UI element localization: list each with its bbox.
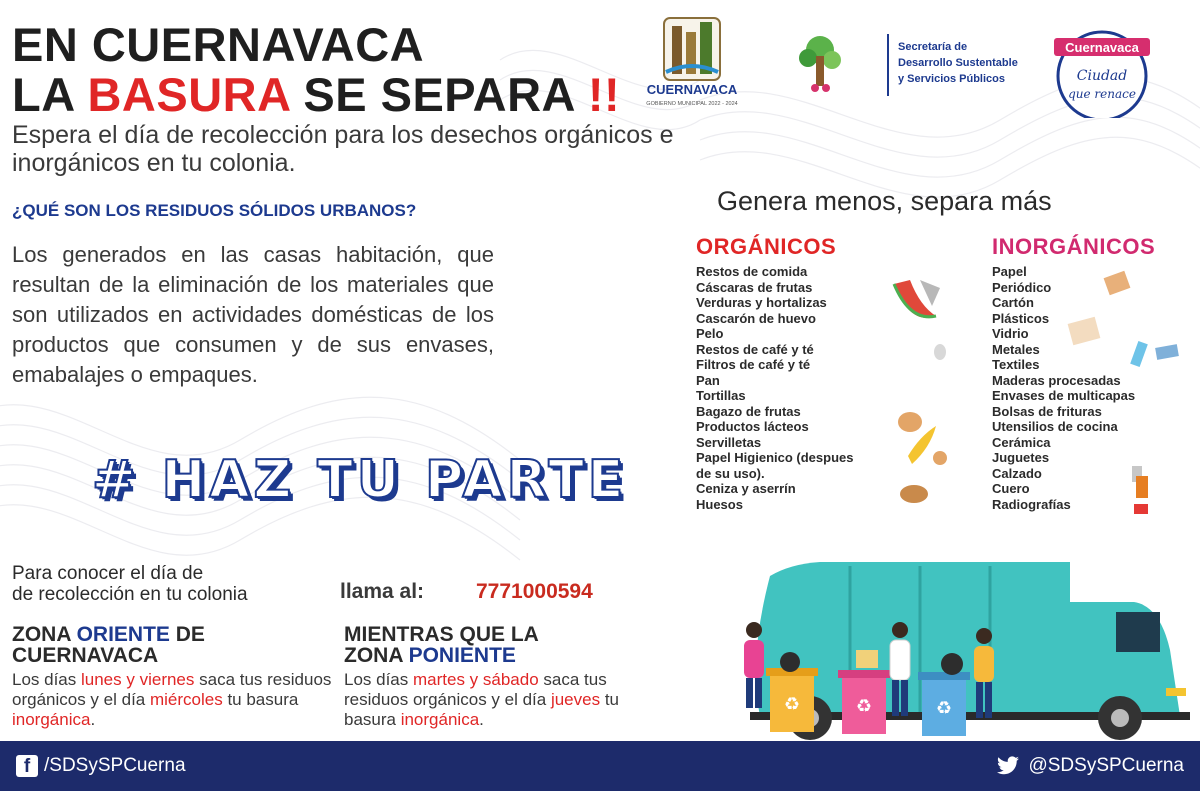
phone-number[interactable]: 7771000594 <box>476 580 593 603</box>
inorganicos-item: Juguetes <box>992 450 1050 465</box>
organicos-item: Verduras y hortalizas <box>696 295 827 310</box>
organicos-item: Restos de comida <box>696 264 808 279</box>
organicos-item: de su uso). <box>696 465 765 481</box>
inorganicos-item: Maderas procesadas <box>992 372 1121 388</box>
cuernavaca-crest-logo <box>646 18 738 107</box>
organicos-item: Pelo <box>696 326 724 341</box>
logos-group <box>640 8 1200 123</box>
contact-text: Para conocer el día de de recolección en tu colonia <box>12 563 248 605</box>
twitter-handle: @SDSySPCuerna <box>1028 755 1184 776</box>
title-line-1: EN CUERNAVACA <box>12 18 425 71</box>
badge-title: Cuernavaca <box>1065 40 1139 55</box>
organicos-item: Pan <box>696 372 720 388</box>
facebook-handle: /SDSySPCuerna <box>44 755 186 776</box>
organicos-item: Bagazo de frutas <box>696 403 801 419</box>
inorganicos-item: Textiles <box>992 357 1040 372</box>
inorganicos-item: Bolsas de frituras <box>992 403 1102 419</box>
pink-recycle-bin <box>838 670 890 734</box>
inorganic-waste-illustration <box>1064 266 1194 526</box>
definition-text: Los generados en las casas habitación, que resultan de la eliminación de los materiales que son utilizados en actividades domésticas de los productos que consumen y de sus envases, emabalajes o empaques. <box>12 242 494 387</box>
inorganicos-item: Plásticos <box>992 310 1050 326</box>
organicos-items <box>696 264 876 512</box>
call-label: llama al: <box>340 580 425 603</box>
secretaria-line-3: y Servicios Públicos <box>898 73 1005 85</box>
zone-poniente <box>344 624 664 730</box>
egg-shell-icon <box>898 412 922 432</box>
zone-poniente-description: Los días martes y sábado saca tus residuos orgánicos y el día jueves tu basura inorgánica. <box>344 670 619 729</box>
organicos-item: Productos lácteos <box>696 419 809 434</box>
svg-text:♻: ♻ <box>855 696 873 716</box>
inorganicos-item: Cartón <box>992 295 1034 310</box>
hashtag-haz-tu-parte: # HAZ TU PARTE <box>92 450 628 510</box>
organicos-item: Ceniza y aserrín <box>696 481 796 496</box>
ciudad-que-renace-badge <box>1054 32 1150 118</box>
svg-text:♻: ♻ <box>783 694 801 714</box>
inorganicos-item: Papel <box>992 264 1027 279</box>
zone-oriente <box>12 624 332 730</box>
inorganicos-item: Envases de multicapas <box>992 388 1136 403</box>
cardboard-icon <box>1104 271 1131 295</box>
main-title <box>12 20 620 120</box>
yellow-recycle-bin <box>766 668 818 732</box>
badge-line-1: Ciudad <box>1076 68 1128 84</box>
city-logo-subtext: GOBIERNO MUNICIPAL 2022 - 2024 <box>646 101 738 107</box>
tree-mascot-logo <box>799 36 841 92</box>
organicos-item: Papel Higienico (despues <box>696 450 854 465</box>
bread-icon <box>900 485 928 503</box>
inorganicos-item: Utensilios de cocina <box>992 419 1118 434</box>
question-heading: ¿QUÉ SON LOS RESIDUOS SÓLIDOS URBANOS? <box>12 201 417 220</box>
organicos-item: Cascarón de huevo <box>696 310 816 326</box>
facebook-link[interactable] <box>16 755 186 777</box>
city-logo-text: CUERNAVACA <box>646 82 738 97</box>
facebook-icon: f <box>16 755 38 777</box>
organicos-item: Tortillas <box>696 388 746 403</box>
blue-recycle-bin <box>918 672 970 736</box>
organicos-heading: ORGÁNICOS <box>696 234 837 259</box>
newspaper-icon <box>1068 317 1101 345</box>
secretaria-line-1: Secretaría de <box>898 41 968 53</box>
inorganicos-heading: INORGÁNICOS <box>992 234 1156 259</box>
secretaria-line-2: Desarrollo Sustentable <box>898 57 1018 69</box>
title-exclamation: !! <box>587 68 621 121</box>
zone-poniente-title: MIENTRAS QUE LA ZONA PONIENTE <box>344 623 539 667</box>
slogan: Genera menos, separa más <box>717 186 1052 216</box>
organicos-item: Servilletas <box>696 434 762 450</box>
truck-window <box>1116 612 1160 652</box>
inorganicos-item: Periódico <box>992 279 1052 295</box>
title-line-2: LA BASURA SE SEPARA !! <box>12 68 621 121</box>
organicos-list <box>696 234 876 512</box>
inorganicos-item: Cuero <box>992 481 1030 496</box>
twitter-icon <box>996 756 1020 776</box>
inorganicos-item: Calzado <box>992 465 1042 481</box>
footer-bar <box>0 741 1200 791</box>
garbage-truck-illustration <box>730 540 1200 745</box>
inorganicos-item: Metales <box>992 341 1040 357</box>
inorganicos-item: Cerámica <box>992 434 1051 450</box>
organicos-item: Cáscaras de frutas <box>696 279 813 295</box>
plastic-bottle-icon <box>1130 341 1148 367</box>
inorganicos-item: Vidrio <box>992 326 1029 341</box>
svg-text:♻: ♻ <box>935 698 953 718</box>
title-highlight-basura: BASURA <box>87 68 290 121</box>
organicos-item: Restos de café y té <box>696 341 814 357</box>
zone-oriente-title: ZONA ORIENTE DE CUERNAVACA <box>12 623 205 667</box>
organic-waste-illustration <box>880 266 960 516</box>
subtitle: Espera el día de recolección para los desechos orgánicos e inorgánicos en tu colonia. <box>12 121 674 177</box>
organicos-item: Huesos <box>696 496 743 512</box>
inorganicos-item: Radiografías <box>992 496 1071 512</box>
organicos-item: Filtros de café y té <box>696 357 811 372</box>
fish-bone-icon <box>920 280 940 306</box>
twitter-link[interactable] <box>996 755 1184 777</box>
badge-line-2: que renace <box>1068 87 1136 101</box>
zone-oriente-description: Los días lunes y viernes saca tus residuos orgánicos y el día miércoles tu basura inorgánica. <box>12 670 332 729</box>
